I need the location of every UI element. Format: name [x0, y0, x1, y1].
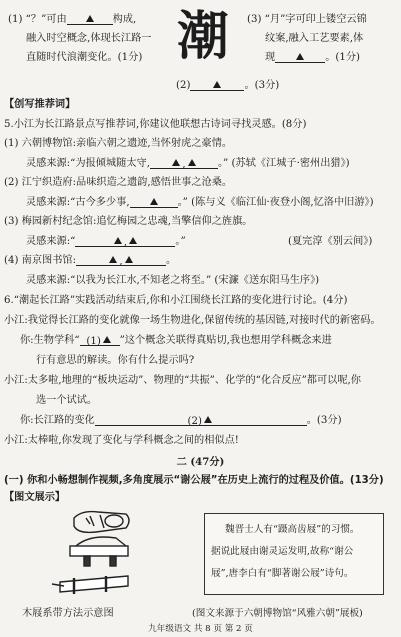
q6-line1: 小江:我觉得长江路的变化就像一场生物进化,保留传统的基因链,对接时代的新密码。: [4, 315, 381, 326]
q6-line3: 行有意思的解读。你有什么提示吗?: [36, 355, 195, 366]
item3: (3) 梅园新村纪念馆:追忆梅园之忠魂,当擎信仰之旌旗。: [4, 216, 253, 227]
clog-tying-diagram: [30, 506, 138, 598]
caption-right: (图文来源于六朝博物馆“风雅六朝”展板): [192, 608, 363, 619]
q6-line2: 你:生物学科“ (1) ”这个概念关联得真贴切,我也想用学科概念来进: [20, 335, 332, 347]
exhibit-text-box: [204, 513, 384, 595]
clog-top-view: [74, 512, 129, 533]
q-intro-right-line3: 现 。(1分): [265, 52, 360, 63]
q-intro-bottom: (2) 。(3分): [176, 80, 280, 91]
q-intro-left-line2: 融入时空概念,体现长江路一: [26, 33, 152, 44]
section-writing-title: 【创写推荐词】: [4, 99, 76, 110]
footer-page-info: 九年级语文 共 8 页 第 2 页: [148, 624, 253, 634]
exhibit-text-line1: 魏晋士人有“蹑高齿屐”的习惯。: [225, 524, 360, 535]
item3-source: 灵感来源:“ , 。”: [26, 236, 186, 248]
exhibit-text-line2: 据说此屐由谢灵运发明,故称“谢公: [211, 546, 354, 557]
part2-title: 二 (47分): [176, 456, 225, 468]
q-intro-right-line1: (3) “月”字可印上镂空云锦: [247, 14, 367, 25]
q-intro-left-line1: (1) “？”可由 构成,: [8, 14, 137, 25]
q-intro-right-line2: 纹案,融入工艺要素,体: [265, 33, 364, 44]
caption-left: 木屐系带方法示意图: [22, 608, 114, 619]
item4-source: 灵感来源:“以我为长江水,不知老之将至。” (宋濂《送东阳马生序》): [26, 275, 320, 286]
part2-label: 【图文展示】: [4, 492, 66, 503]
q-intro-left-line3: 直随时代浪潮变化。(1分): [26, 52, 143, 63]
part2-q1: (一) 你和小畅想制作视频,多角度展示“谢公屐”在历史上流行的过程及价值。(13分): [4, 475, 384, 486]
item3-author: (夏完淳《别云间》): [288, 236, 373, 247]
item2-source: 灵感来源:“古今多少事, 。” (陈与义《临江仙·夜登小阁,忆洛中旧游》): [26, 197, 374, 208]
item4: (4) 南京图书馆: , 。: [4, 255, 177, 267]
q6-line5: 选一个试试。: [36, 395, 98, 406]
q6-line6: 你:长江路的变化 (2) 。(3分): [20, 415, 342, 427]
item2: (2) 江宁织造府:品味织造之遗韵,感悟世事之沧桑。: [4, 177, 233, 188]
clog-side-view: [70, 537, 128, 566]
q5-title: 5.小江为长江路景点写推荐词,你建议他联想古诗词寻找灵感。(8分): [4, 119, 307, 130]
q6-line7: 小江:太棒啦,你发现了变化与学科概念之间的相似点!: [4, 435, 239, 446]
center-glyph: 潮: [176, 6, 229, 67]
q6-title: 6.“潮起长江路”实践活动结束后,你和小江围绕长江路的变化进行讨论。(4分): [4, 295, 348, 306]
exhibit-text-line3: 屐”,唐李白有“脚著谢公屐”诗句。: [211, 568, 354, 579]
item1-source: 灵感来源:“为报倾城随太守, , 。” (苏轼《江城子·密州出猎》): [26, 158, 350, 170]
q6-line4: 小江:太多啦,地理的“板块运动”、物理的“共振”、化学的“化合反应”都可以呢,你: [4, 375, 361, 386]
item1: (1) 六朝博物馆:亲临六朝之遗迹,当怀射虎之豪情。: [4, 138, 233, 149]
clog-bottom-view: [52, 576, 128, 594]
